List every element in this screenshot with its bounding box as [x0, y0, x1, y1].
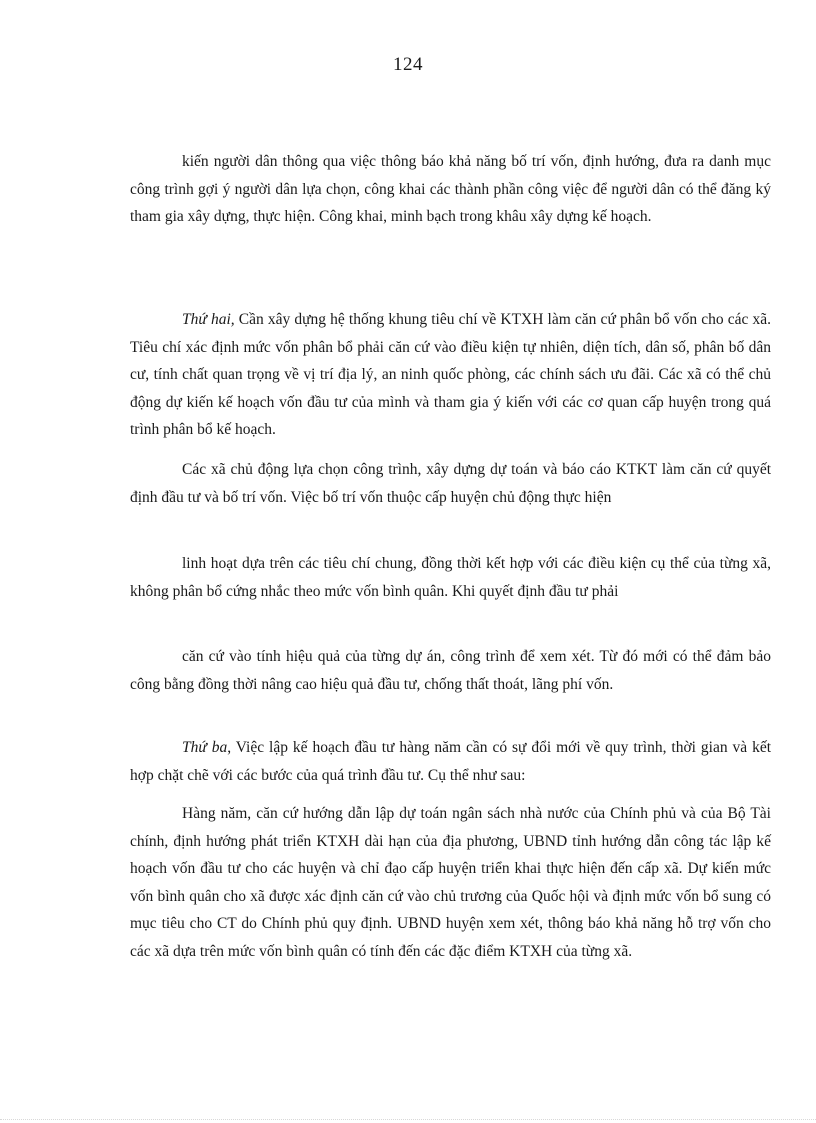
paragraph-6-text: , Việc lập kế hoạch đầu tư hàng năm cần có sự đổi mới về quy trình, thời gian và kết hợp chặt chẽ với các bước của quá trình đầu tư. Cụ thể như sau: [130, 739, 772, 784]
paragraph-1: kiến người dân thông qua việc thông báo khả năng bố trí vốn, định hướng, đưa ra danh mục công trình gợi ý người dân lựa chọn, công khai các thành phần công việc để người dân có thể đăng ký tham gia xây dựng, thực hiện. Công khai, minh bạch trong khâu xây dựng kế hoạch. [130, 153, 771, 225]
paragraph-5: căn cứ vào tính hiệu quả của từng dự án, công trình để xem xét. Từ đó mới có thể đảm bảo công bằng đồng thời nâng cao hiệu quả đầu tư, chống thất thoát, lãng phí vốn. [130, 648, 771, 693]
paragraph-6 [130, 734, 771, 789]
paragraph-2 [130, 306, 771, 444]
paragraph-3: Các xã chủ động lựa chọn công trình, xây dựng dự toán và báo cáo KTKT làm căn cứ quyết định đầu tư và bố trí vốn. Việc bố trí vốn thuộc cấp huyện chủ động thực hiện [130, 461, 771, 506]
page-number: 124 [393, 54, 423, 75]
paragraph-2-lead: Thứ hai, [182, 311, 235, 328]
paragraph-6-lead: Thứ ba [182, 739, 228, 756]
bottom-divider [0, 1119, 816, 1120]
paragraph-4: linh hoạt dựa trên các tiêu chí chung, đồng thời kết hợp với các điều kiện cụ thể của từng xã, không phân bổ cứng nhắc theo mức vốn bình quân. Khi quyết định đầu tư phải [130, 555, 771, 600]
paragraph-2-text: Cần xây dựng hệ thống khung tiêu chí về KTXH làm căn cứ phân bổ vốn cho các xã. Tiêu chí xác định mức vốn phân bổ phải căn cứ vào điều kiện tự nhiên, diện tích, dân số, phân bố dân cư, tính chất quan trọng về vị trí địa lý, an ninh quốc phòng, các chính sách ưu đãi. Các xã có thể chủ động dự kiến kế hoạch vốn đầu tư của mình và tham gia ý kiến với các cơ quan cấp huyện trong quá trình phân bổ kế hoạch. [130, 311, 771, 438]
paragraph-7: Hàng năm, căn cứ hướng dẫn lập dự toán ngân sách nhà nước của Chính phủ và của Bộ Tài chính, định hướng phát triển KTXH dài hạn của địa phương, UBND tỉnh hướng dẫn công tác lập kế hoạch vốn đầu tư cho các huyện và chỉ đạo cấp huyện triển khai thực hiện đến cấp xã. Dự kiến mức vốn bình quân cho xã được xác định căn cứ vào chủ trương của Quốc hội và định mức vốn bổ sung có mục tiêu cho CT do Chính phủ quy định. UBND huyện xem xét, thông báo khả năng hỗ trợ vốn cho các xã dựa trên mức vốn bình quân có tính đến các đặc điểm KTXH của từng xã. [130, 805, 771, 960]
